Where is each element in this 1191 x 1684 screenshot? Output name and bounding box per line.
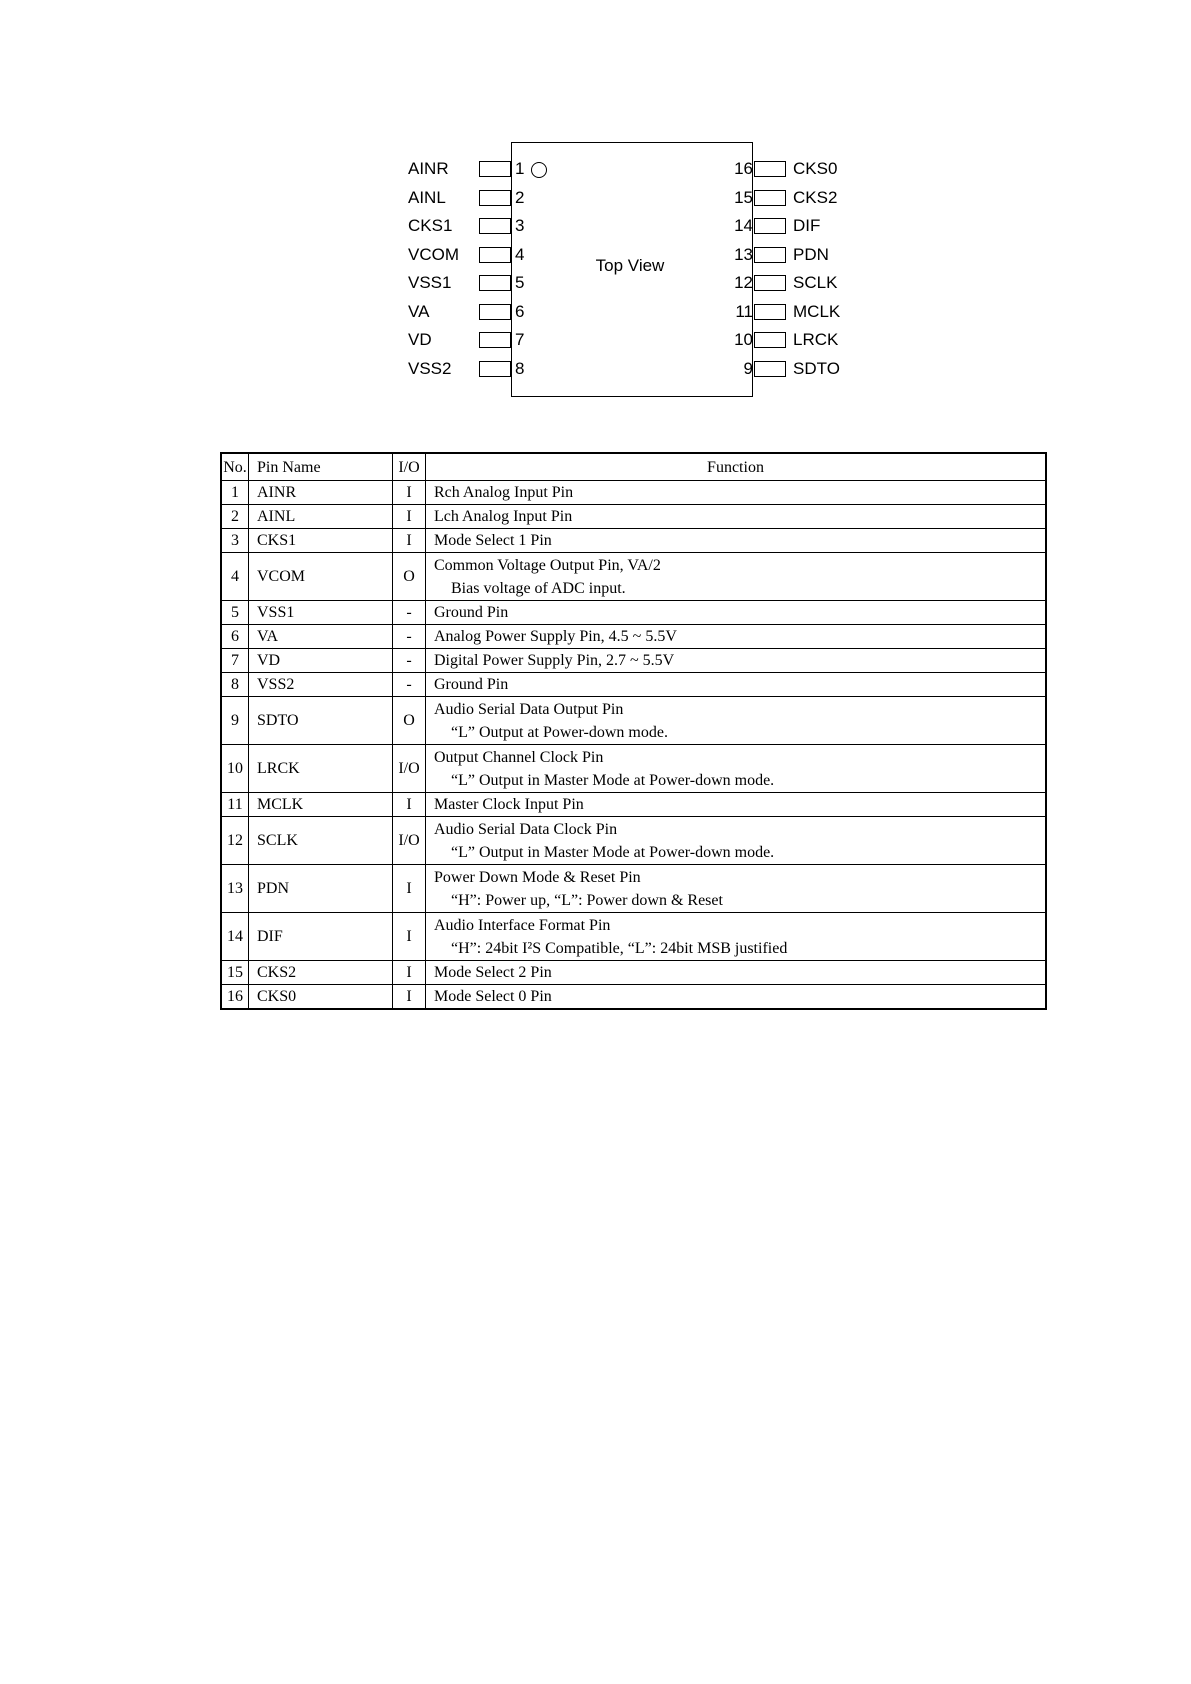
cell-function [426, 961, 1047, 985]
cell-function [426, 529, 1047, 553]
table-header-row [221, 453, 1046, 481]
pin-lead [479, 304, 511, 320]
pin-lead [754, 332, 786, 348]
pin-name-label: CKS2 [793, 187, 838, 207]
pin-lead [754, 161, 786, 177]
pin-name-label: SDTO [793, 358, 840, 378]
table-row [221, 913, 1046, 961]
right-pin-row [700, 159, 900, 179]
right-pin-row [700, 273, 900, 293]
function-text: Rch Analog Input Pin [434, 484, 574, 501]
cell-no: 15 [221, 961, 249, 985]
pin-number-label: 2 [515, 187, 525, 207]
function-text: Output Channel Clock Pin [434, 748, 604, 766]
cell-no: 8 [221, 673, 249, 697]
table-row [221, 961, 1046, 985]
pin-number-label: 8 [515, 358, 525, 378]
right-pin-row [700, 359, 900, 379]
cell-pin-name: MCLK [249, 793, 393, 817]
table-row [221, 697, 1046, 745]
function-text: Master Clock Input Pin [434, 796, 584, 813]
cell-no: 14 [221, 913, 249, 961]
cell-pin-name: VA [249, 625, 393, 649]
function-text: Mode Select 1 Pin [434, 532, 552, 549]
cell-pin-name: VCOM [249, 553, 393, 601]
cell-no: 6 [221, 625, 249, 649]
pin-number-label: 12 [734, 273, 753, 292]
function-text: Ground Pin [434, 676, 509, 693]
cell-function [426, 649, 1047, 673]
function-text: Audio Serial Data Clock Pin [434, 820, 618, 838]
pin-name-label: VA [408, 301, 430, 321]
function-subtext: “L” Output in Master Mode at Power-down mode. [451, 771, 775, 789]
cell-io: I/O [393, 745, 426, 793]
pin-function-table [220, 452, 1047, 1010]
cell-io: I [393, 481, 426, 505]
function-text: Ground Pin [434, 604, 509, 621]
cell-no: 16 [221, 985, 249, 1010]
pin-number-label: 3 [515, 216, 525, 235]
pin-name-label: VD [408, 330, 432, 349]
pin-number-label: 1 [515, 159, 525, 178]
cell-io: O [393, 697, 426, 745]
function-text: Common Voltage Output Pin, VA/2 [434, 556, 661, 574]
pin-lead [754, 361, 786, 377]
right-pin-row [700, 245, 900, 265]
left-pin-row [0, 159, 600, 179]
col-header-function: Function [426, 453, 1047, 481]
cell-pin-name: LRCK [249, 745, 393, 793]
pin-name-label: VCOM [408, 244, 459, 264]
right-pin-row [700, 302, 900, 322]
table-row [221, 817, 1046, 865]
left-pin-row [0, 330, 600, 350]
pin-number-label: 11 [735, 301, 753, 321]
table-row [221, 505, 1046, 529]
pin-name-label: LRCK [793, 330, 839, 349]
cell-function [426, 913, 1047, 961]
right-pin-row [700, 188, 900, 208]
table-row [221, 529, 1046, 553]
table-row [221, 865, 1046, 913]
pin-lead [754, 247, 786, 263]
cell-function [426, 505, 1047, 529]
cell-no: 1 [221, 481, 249, 505]
pin-lead [479, 361, 511, 377]
table-row [221, 481, 1046, 505]
pin-lead [754, 190, 786, 206]
pin-name-label: AINR [408, 159, 449, 178]
cell-io: I [393, 529, 426, 553]
cell-function [426, 697, 1047, 745]
cell-pin-name: CKS2 [249, 961, 393, 985]
table-row [221, 625, 1046, 649]
cell-function [426, 481, 1047, 505]
function-text: Analog Power Supply Pin, 4.5 ~ 5.5V [434, 628, 677, 645]
pin-number-label: 16 [734, 159, 753, 178]
cell-no: 3 [221, 529, 249, 553]
cell-pin-name: SCLK [249, 817, 393, 865]
pin-name-label: MCLK [793, 301, 841, 321]
cell-no: 9 [221, 697, 249, 745]
pin-name-label: VSS2 [408, 358, 452, 378]
pin-lead [479, 218, 511, 234]
pin-name-label: AINL [408, 187, 446, 207]
cell-function [426, 601, 1047, 625]
cell-pin-name: VD [249, 649, 393, 673]
cell-pin-name: VSS1 [249, 601, 393, 625]
cell-pin-name: CKS1 [249, 529, 393, 553]
cell-no: 11 [221, 793, 249, 817]
cell-function [426, 985, 1047, 1010]
cell-io: - [393, 601, 426, 625]
pin-lead [754, 304, 786, 320]
pin-name-label: CKS0 [793, 159, 838, 178]
pin-lead [479, 332, 511, 348]
left-pin-row [0, 273, 600, 293]
pin-number-label: 5 [515, 273, 525, 292]
function-text: Mode Select 0 Pin [434, 988, 552, 1005]
cell-no: 2 [221, 505, 249, 529]
cell-no: 5 [221, 601, 249, 625]
cell-no: 10 [221, 745, 249, 793]
table-row [221, 601, 1046, 625]
cell-pin-name: AINL [249, 505, 393, 529]
cell-pin-name: VSS2 [249, 673, 393, 697]
pinout-diagram [0, 0, 1191, 420]
left-pin-row [0, 359, 600, 379]
cell-pin-name: CKS0 [249, 985, 393, 1010]
pin-lead [479, 275, 511, 291]
table-row [221, 553, 1046, 601]
cell-io: - [393, 649, 426, 673]
cell-io: O [393, 553, 426, 601]
function-text: Audio Interface Format Pin [434, 916, 611, 934]
cell-pin-name: DIF [249, 913, 393, 961]
pin-number-label: 7 [515, 330, 525, 349]
cell-pin-name: PDN [249, 865, 393, 913]
cell-function [426, 817, 1047, 865]
table-row [221, 649, 1046, 673]
cell-io: I [393, 985, 426, 1010]
cell-io: I/O [393, 817, 426, 865]
pin-number-label: 6 [515, 301, 525, 321]
cell-io: I [393, 961, 426, 985]
left-pin-row [0, 188, 600, 208]
cell-no: 7 [221, 649, 249, 673]
cell-io: I [393, 505, 426, 529]
table-row [221, 745, 1046, 793]
pin-number-label: 4 [515, 244, 525, 264]
function-subtext: Bias voltage of ADC input. [451, 579, 626, 597]
left-pin-row [0, 216, 600, 236]
pin-number-label: 14 [734, 216, 753, 235]
cell-pin-name: SDTO [249, 697, 393, 745]
top-view-label: Top View [595, 256, 665, 275]
cell-no: 4 [221, 553, 249, 601]
cell-function [426, 673, 1047, 697]
table-row [221, 793, 1046, 817]
function-text: Mode Select 2 Pin [434, 964, 552, 981]
right-pin-row [700, 330, 900, 350]
cell-function [426, 865, 1047, 913]
function-subtext: “L” Output in Master Mode at Power-down mode. [451, 843, 775, 861]
pin-lead [479, 190, 511, 206]
cell-function [426, 625, 1047, 649]
right-pin-row [700, 216, 900, 236]
function-text: Audio Serial Data Output Pin [434, 700, 624, 718]
pin-name-label: PDN [793, 244, 829, 264]
cell-io: I [393, 793, 426, 817]
cell-io: I [393, 865, 426, 913]
pin-lead [754, 275, 786, 291]
cell-io: - [393, 625, 426, 649]
pin-number-label: 15 [734, 187, 753, 207]
cell-function [426, 553, 1047, 601]
col-header-io: I/O [393, 453, 426, 481]
function-subtext: “H”: Power up, “L”: Power down & Reset [451, 891, 723, 909]
function-text: Power Down Mode & Reset Pin [434, 868, 641, 886]
col-header-pin-name: Pin Name [249, 453, 393, 481]
col-header-no: No. [221, 453, 249, 481]
cell-pin-name: AINR [249, 481, 393, 505]
pin-number-label: 13 [734, 244, 753, 264]
pin-lead [479, 161, 511, 177]
table-row [221, 673, 1046, 697]
function-subtext: “H”: 24bit I²S Compatible, “L”: 24bit MSB justified [451, 939, 788, 957]
pin-name-label: CKS1 [408, 216, 453, 235]
pin-name-label: SCLK [793, 273, 838, 292]
cell-io: I [393, 913, 426, 961]
table-row [221, 985, 1046, 1010]
cell-no: 12 [221, 817, 249, 865]
pin-name-label: DIF [793, 216, 821, 235]
cell-no: 13 [221, 865, 249, 913]
cell-io: - [393, 673, 426, 697]
pin-lead [754, 218, 786, 234]
cell-function [426, 745, 1047, 793]
pin-number-label: 9 [743, 358, 753, 378]
pin-lead [479, 247, 511, 263]
pin-number-label: 10 [734, 330, 753, 349]
left-pin-row [0, 245, 600, 265]
pin-name-label: VSS1 [408, 273, 452, 292]
function-text: Digital Power Supply Pin, 2.7 ~ 5.5V [434, 652, 675, 669]
function-text: Lch Analog Input Pin [434, 508, 573, 525]
left-pin-row [0, 302, 600, 322]
cell-function [426, 793, 1047, 817]
function-subtext: “L” Output at Power-down mode. [451, 723, 668, 741]
